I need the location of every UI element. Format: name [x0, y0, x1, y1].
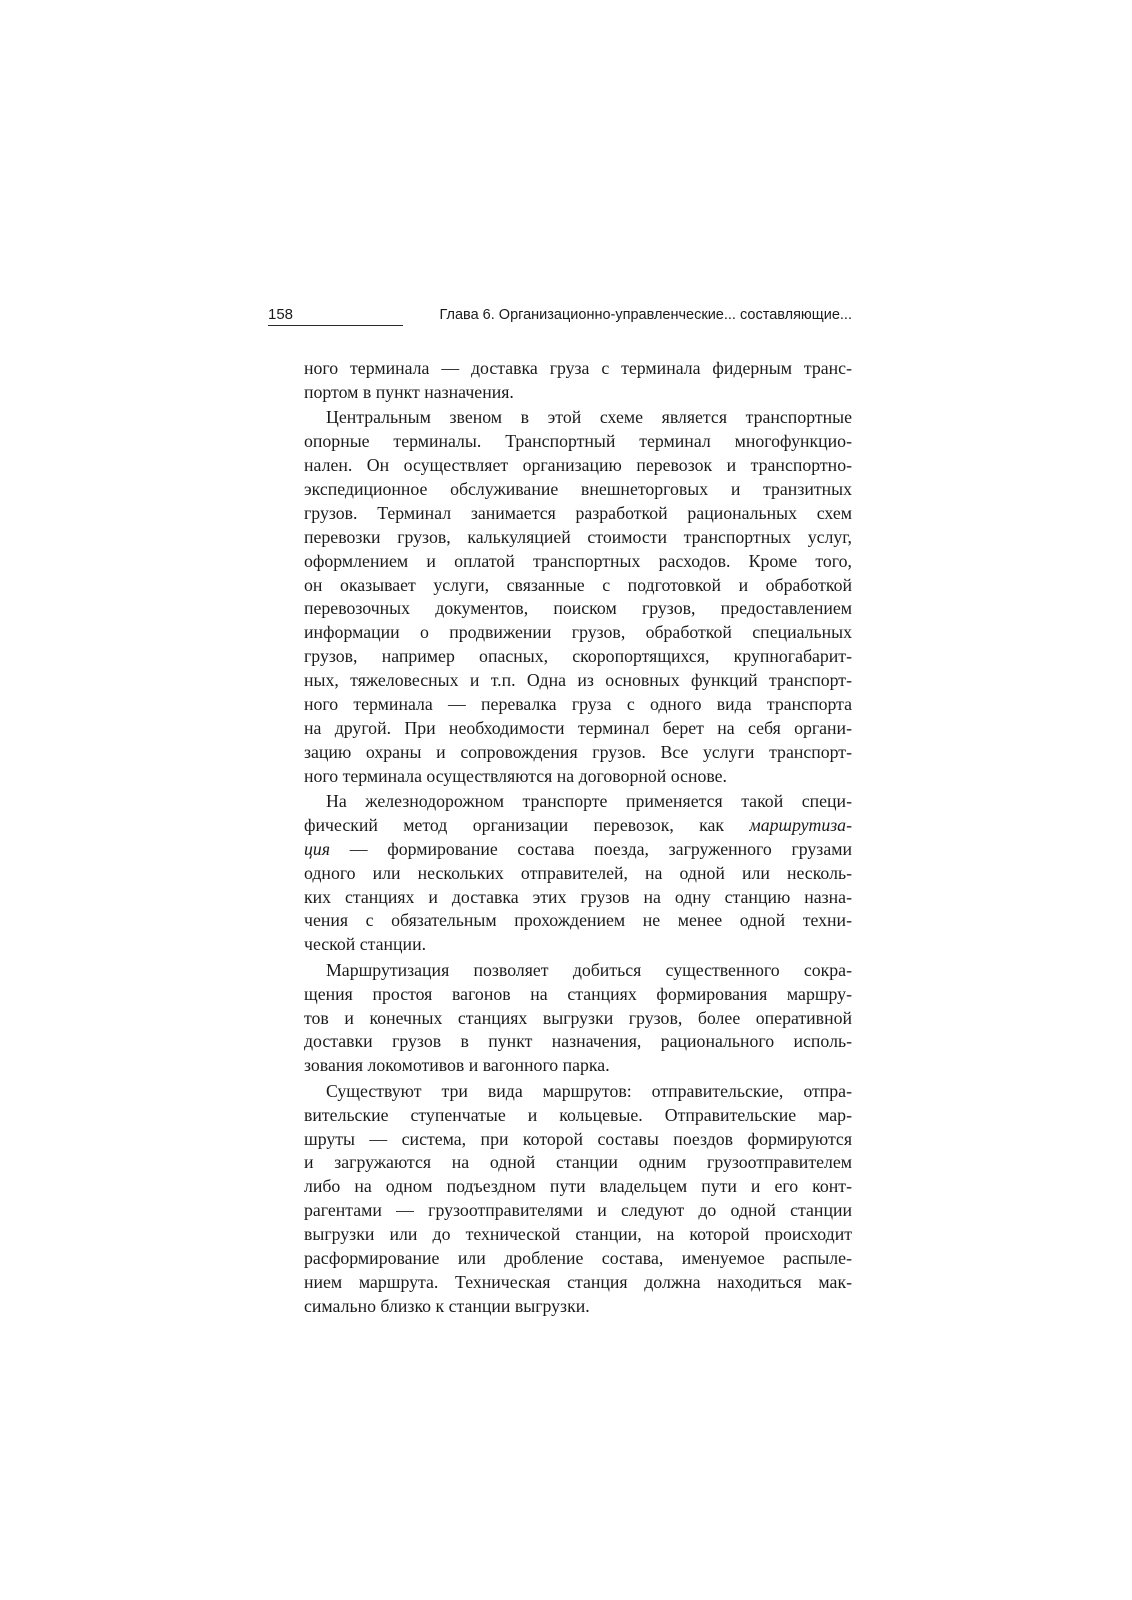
text-line: зования локомотивов и вагонного парка.	[304, 1055, 610, 1076]
text-line: грузов, например опасных, скоропортящихся, крупногабарит-	[304, 646, 852, 667]
chapter-title: Глава 6. Организационно-управленческие... составляющие...	[439, 307, 852, 323]
text-line: ных, тяжеловесных и т.п. Одна из основных функций транспорт-	[304, 670, 852, 691]
text-line: ного терминала — доставка груза с терминала фидерным транс-	[304, 358, 852, 378]
text-line: Маршрутизация позволяет добиться существенного сокра-	[326, 959, 852, 980]
text-line: зацию охраны и сопровождения грузов. Все услуги транспорт-	[304, 741, 852, 762]
page-number: 158	[268, 306, 294, 323]
paragraph-routing	[304, 790, 852, 957]
header-rule	[268, 325, 403, 326]
text-line: шруты — система, при которой составы поездов формируются	[304, 1128, 852, 1149]
italic-term: маршрутиза-	[749, 814, 852, 835]
text-line: расформирование или дробление состава, именуемое распыле-	[304, 1247, 852, 1268]
text-line: ного терминала — перевалка груза с одного вида транспорта	[304, 693, 852, 714]
paragraph-routing-benefits	[304, 959, 852, 1078]
italic-term: ция	[304, 838, 331, 859]
text-line: перевозки грузов, калькуляцией стоимости транспортных услуг,	[304, 526, 852, 547]
text-line: перевозочных документов, поиском грузов, предоставлением	[304, 598, 852, 619]
text-line: нием маршрута. Техническая станция должна находиться мак-	[304, 1271, 852, 1292]
text-line: чения с обязательным прохождением не менее одной техни-	[304, 910, 852, 931]
body-text	[304, 357, 852, 1319]
text-line: он оказывает услуги, связанные с подготовкой и обработкой	[304, 574, 852, 595]
text-line: и загружаются на одной станции одним грузоотправителем	[304, 1152, 852, 1173]
text-line: вительские ступенчатые и кольцевые. Отправительские мар-	[304, 1104, 852, 1125]
text-line: ких станциях и доставка этих грузов на одну станцию назна-	[304, 886, 852, 907]
text-line: экспедиционное обслуживание внешнеторговых и транзитных	[304, 478, 852, 499]
text-line: оформлением и оплатой транспортных расходов. Кроме того,	[304, 550, 852, 571]
text-line: Центральным звеном в этой схеме является транспортные	[326, 407, 852, 428]
paragraph-route-types	[304, 1080, 852, 1319]
text-line: щения простоя вагонов на станциях формирования маршру-	[304, 983, 852, 1004]
text-line: ного терминала осуществляются на договорной основе.	[304, 765, 727, 786]
text-line: нален. Он осуществляет организацию перевозок и транспортно-	[304, 455, 852, 476]
text-line: опорные терминалы. Транспортный терминал многофункцио-	[304, 431, 852, 452]
text-line: выгрузки или до технической станции, на которой происходит	[304, 1224, 852, 1245]
text-line: ческой станции.	[304, 934, 427, 955]
text-line: Существуют три вида маршрутов: отправительские, отпра-	[326, 1080, 852, 1101]
paragraph-terminal	[304, 406, 852, 788]
text-line: тов и конечных станциях выгрузки грузов, более оперативной	[304, 1007, 852, 1028]
paragraph-continuation	[304, 357, 852, 405]
text-line: на другой. При необходимости терминал берет на себя органи-	[304, 717, 852, 738]
text-line: грузов. Терминал занимается разработкой рациональных схем	[304, 502, 852, 523]
text-line: одного или нескольких отправителей, на одной или несколь-	[304, 862, 852, 883]
text-line: доставки грузов в пункт назначения, рационального исполь-	[304, 1031, 852, 1052]
text-line: портом в пункт назначения.	[304, 381, 514, 402]
running-head	[268, 306, 852, 330]
text-line: ция — формирование состава поезда, загруженного грузами	[304, 838, 852, 859]
text-line: информации о продвижении грузов, обработкой специальных	[304, 622, 852, 643]
text-line: На железнодорожном транспорте применяется такой специ-	[326, 791, 852, 812]
text-line: фический метод организации перевозок, как маршрутиза-	[304, 814, 852, 835]
text-line: либо на одном подъездном пути владельцем пути и его конт-	[304, 1176, 852, 1197]
text-line: рагентами — грузоотправителями и следуют до одной станции	[304, 1200, 852, 1221]
text-line: симально близко к станции выгрузки.	[304, 1295, 590, 1316]
